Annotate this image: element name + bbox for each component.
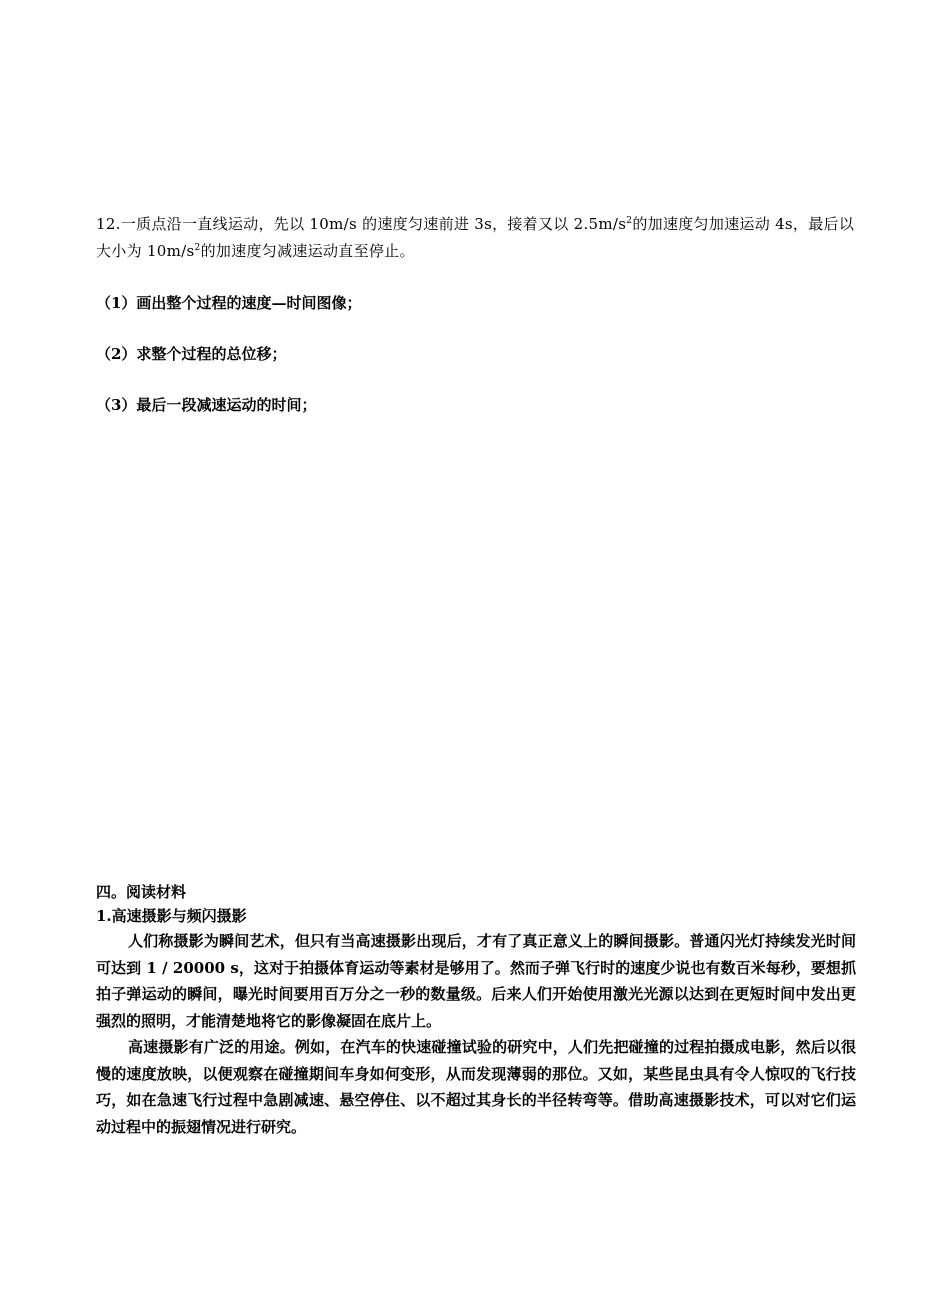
superscript-2: 2 — [626, 216, 633, 226]
reading-material-section — [96, 880, 856, 1140]
question-number: 12. — [96, 215, 121, 233]
superscript-2: 2 — [194, 243, 201, 253]
sub-question-3: （3）最后一段减速运动的时间； — [96, 396, 317, 414]
sub-question-2: （2）求整个过程的总位移； — [96, 345, 287, 363]
sub-question-1: （1）画出整个过程的速度—时间图像； — [96, 294, 362, 312]
reading-paragraph-1: 人们称摄影为瞬间艺术，但只有当高速摄影出现后，才有了真正意义上的瞬间摄影。普通闪光灯持续发光时间可达到 1 / 20000 s，这对于拍摄体育运动等素材是够用了。然而子弹飞行时的速度少说也有数百米每秒，要想抓拍子弹运动的瞬间，曝光时间要用百万分之一秒的数量级。后来人们开始使用激光光源以达到在更短时间中发出更强烈的照明，才能清楚地将它的影像凝固在底片上。 — [96, 932, 856, 1030]
question-12-stem — [96, 211, 860, 265]
stem-text-1: 一质点沿一直线运动，先以 10m/s 的速度匀速前进 3s，接着又以 2.5m/s — [120, 215, 627, 233]
reading-subtitle: 1.高速摄影与频闪摄影 — [96, 907, 247, 925]
reading-paragraph-2: 高速摄影有广泛的用途。例如，在汽车的快速碰撞试验的研究中，人们先把碰撞的过程拍摄成电影，然后以很慢的速度放映，以便观察在碰撞期间车身如何变形，从而发现薄弱的那位。又如，某些昆虫具有令人惊叹的飞行技巧，如在急速飞行过程中急剧减速、悬空停住、以不超过其身长的半径转弯等。借助高速摄影技术，可以对它们运动过程中的振翅情况进行研究。 — [96, 1038, 856, 1136]
stem-text-2: 的加速度匀加速运动 4s，最后以大小为 10m/s — [96, 215, 855, 260]
section-title: 四。阅读材料 — [96, 883, 187, 901]
stem-text-3: 的加速度匀减速运动直至停止。 — [200, 242, 415, 260]
